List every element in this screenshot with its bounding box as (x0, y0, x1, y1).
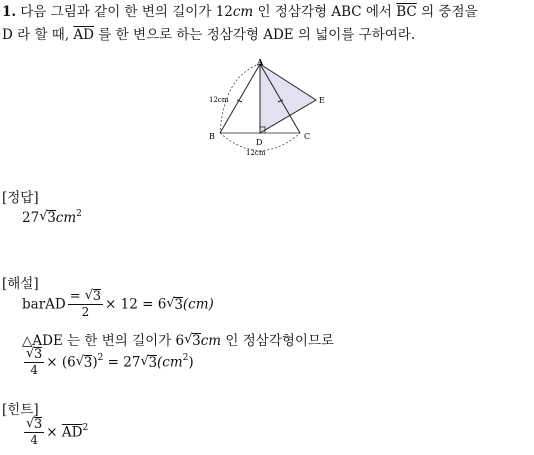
answer-header: [정답] (2, 190, 39, 206)
answer-unit: cm (55, 210, 77, 226)
fraction-sqrt3-over-2: $\frac{= √ 3}{2}$ (68, 289, 103, 320)
problem-text: 다음 그림과 같이 한 변의 길이가 (20, 4, 212, 20)
fraction-sqrt3-over-4: √ $\frac{3}{4}$ (24, 417, 44, 448)
problem-line-1 (2, 1, 478, 23)
explanation-header: [해설] (2, 276, 39, 292)
hint-header: [힌트] (2, 402, 39, 418)
label-e: E (319, 96, 325, 105)
answer-value (22, 210, 82, 226)
hint-formula: √ $\frac{3}{4}$ × $\overline{AD}^2$ (22, 417, 88, 448)
problem-text: 인 정삼각형 ABC 에서 (257, 4, 392, 20)
problem-number: 1. (2, 4, 17, 20)
problem-length: 12 (215, 4, 233, 20)
triangle-ade (260, 64, 316, 133)
label-d: D (256, 138, 263, 147)
fraction-sqrt3-over-4: √ $\frac{3}{4}$ (24, 347, 44, 378)
explanation-line-2: △ADE 는 한 변의 길이가 6 √ 3cm 인 정삼각형이므로 (22, 329, 334, 349)
explanation-line-1: barAD $\frac{= √ 3}{2}$ × 12 = 6 √ 3(cm) (22, 289, 214, 320)
label-b: B (209, 132, 215, 141)
label-a: A (257, 57, 264, 67)
answer-root: √ 3 (39, 210, 56, 226)
problem-text: 를 한 변으로 하는 정삼각형 ADE 의 넓이를 구하여라. (98, 27, 416, 43)
label-bottom-length: 12cm (246, 149, 266, 157)
segment-ad: $\overline{AD}$ (73, 27, 94, 43)
problem-text: 의 중점을 (421, 4, 478, 20)
segment-bc: $\overline{BC}$ (396, 4, 417, 20)
explanation-line-3: √ $\frac{3}{4}$ × (6 √ 3)$^2$ = 27 √ $3(cm^2)$ (22, 347, 194, 378)
problem-line-2 (2, 24, 415, 46)
problem-text: D 라 할 때, (2, 27, 70, 43)
answer-exp: 2 (76, 209, 82, 219)
problem-unit: cm (232, 4, 254, 20)
triangle-figure (200, 56, 340, 160)
answer-coef: 27 (22, 210, 40, 226)
segment-ad: $\overline{AD}$ (61, 424, 83, 441)
label-c: C (304, 132, 311, 141)
label-side-length: 12cm (209, 96, 229, 104)
